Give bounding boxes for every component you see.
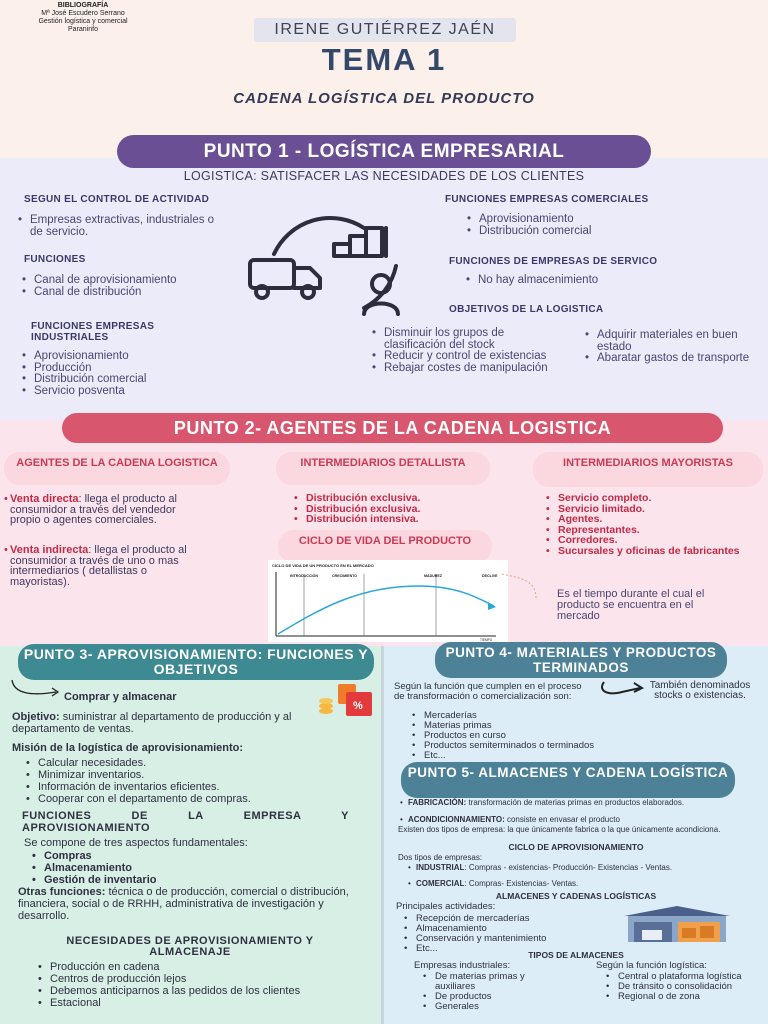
funciones-intro: Se compone de tres aspectos fundamentales: xyxy=(24,837,248,849)
segun-funcion-list xyxy=(606,972,746,1002)
percent-badge: % xyxy=(353,700,363,712)
page-subtitle: CADENA LOGÍSTICA DEL PRODUCTO xyxy=(233,90,535,107)
ciclo-note: Es el tiempo durante el cual el producto se encuentra en el mercado xyxy=(557,588,705,622)
author-name: IRENE GUTIÉRREZ JAÉN xyxy=(254,18,516,42)
list-item: • Minimizar inventarios. xyxy=(26,769,366,781)
list-item: • Regional o de zona xyxy=(606,992,746,1002)
list-item: • Corredores. xyxy=(546,535,758,546)
necesidades-list xyxy=(38,961,364,1009)
list-item: • Canal de distribución xyxy=(22,287,182,299)
list-item: • De tránsito o consolidación xyxy=(606,982,746,992)
punto4-note: También denominados stocks o existencias. xyxy=(649,680,751,701)
empresas-industriales: Empresas industriales: xyxy=(414,960,511,971)
list-item: • Central o plataforma logística xyxy=(606,972,746,982)
list-item: • Estacional xyxy=(38,997,364,1009)
objetivo xyxy=(12,711,340,735)
list-item: • Servicio completo. xyxy=(546,493,758,504)
bibliography-author: Mª José Escudero Serrano xyxy=(41,10,125,17)
agentes-label: AGENTES DE LA CADENA LOGISTICA xyxy=(4,452,230,485)
almacenes-heading: ALMACENES Y CADENAS LOGÍSTICAS xyxy=(495,891,657,901)
list-item: • Servicio limitado. xyxy=(546,504,758,515)
bullet: • xyxy=(408,863,411,872)
punto4-intro: Según la función que cumplen en el proceso de transformación o comercialización son: xyxy=(394,681,582,702)
list-item: • Materias primas xyxy=(412,721,692,731)
list-item: • Productos semiterminados o terminados xyxy=(412,741,692,751)
funciones-empresa-heading: FUNCIONES DE LA EMPRESA Y APROVISIONAMIENTO xyxy=(22,810,349,834)
list-item: • No hay almacenimiento xyxy=(466,275,686,287)
objetivo-text: suministrar al departamento de producción y al departamento de ventas. xyxy=(12,711,292,735)
objetivos-heading: OBJETIVOS DE LA LOGISTICA xyxy=(449,304,604,315)
punto1-subtitle: LOGISTICA: SATISFACER LAS NECESIDADES DE LOS CLIENTES xyxy=(183,169,585,183)
func-comerciales-heading: FUNCIONES EMPRESAS COMERCIALES xyxy=(445,194,649,205)
list-item: • Distribución comercial xyxy=(467,226,667,238)
x-axis-label: TIEMPO xyxy=(480,638,493,642)
control-list xyxy=(18,215,228,238)
func-servicio-heading: FUNCIONES DE EMPRESAS DE SERVICO xyxy=(449,256,658,267)
list-item: • Distribución exclusiva. xyxy=(294,493,494,504)
list-item: • Reducir y control de existencias xyxy=(372,351,564,363)
logistics-icon xyxy=(246,214,412,318)
list-item: • Aprovisionamiento xyxy=(467,214,667,226)
list-item: • Representantes. xyxy=(546,525,758,536)
list-item: • Mercaderías xyxy=(412,711,692,721)
funciones-aspectos-list xyxy=(32,850,332,886)
list-item: • Rebajar costes de manipulación xyxy=(372,363,564,375)
product-lifecycle-chart xyxy=(268,560,508,642)
tipos-almacenes-heading: TIPOS DE ALMACENES xyxy=(528,950,624,960)
bibliography-title: BIBLIOGRAFÍA xyxy=(57,2,109,9)
list-item: • Calcular necesidades. xyxy=(26,757,366,769)
venta-indirecta xyxy=(4,544,198,588)
otras-text: técnica o de producción, comercial o distribución, financiera, social o de RRHH, administrativa de investigación y desarrollo. xyxy=(18,886,349,922)
funciones-heading: FUNCIONES xyxy=(24,254,86,265)
venta-directa-text: : llega el producto al consumidor a través del vendedor propio o agentes comerciales. xyxy=(10,493,177,526)
venta-directa-label: Venta directa xyxy=(10,493,79,505)
actividades-list xyxy=(404,914,614,954)
punto4-title: PUNTO 4- MATERIALES Y PRODUCTOS TERMINADOS xyxy=(435,642,727,678)
principales-actividades: Principales actividades: xyxy=(396,901,496,912)
dashed-arrow-icon xyxy=(500,572,540,602)
list-item: • Gestión de inventario xyxy=(32,874,332,886)
list-item: • Disminuir los grupos de clasificación del stock xyxy=(372,328,564,351)
detallista-label: INTERMEDIARIOS DETALLISTA xyxy=(276,452,490,485)
venta-directa xyxy=(4,493,198,526)
list-item: • Información de inventarios eficientes. xyxy=(26,781,366,793)
func-servicio-list xyxy=(466,275,686,287)
warehouse-icon xyxy=(620,904,734,944)
divider xyxy=(381,646,384,1024)
list-item: • Abaratar gastos de transporte xyxy=(585,353,763,365)
necesidades-heading: NECESIDADES DE APROVISIONAMIENTO Y ALMACENAJE xyxy=(66,935,314,958)
stage-label: DECLIVE xyxy=(482,574,498,578)
detallista-list xyxy=(294,493,494,525)
list-item: • Productos en curso xyxy=(412,731,692,741)
list-item: • Debemos anticiparnos a las pedidos de los clientes xyxy=(38,985,364,997)
list-item: • Agentes. xyxy=(546,514,758,525)
bibliography-publisher: Paraninfo xyxy=(68,26,98,33)
list-item: • Recepción de mercaderías xyxy=(404,914,614,924)
objetivo-label: Objetivo: xyxy=(12,711,60,723)
list-item: • Canal de aprovisionamiento xyxy=(22,275,182,287)
list-item: • Etc... xyxy=(404,944,614,954)
list-item: • Generales xyxy=(423,1002,563,1012)
bibliography xyxy=(8,2,158,34)
list-item: • Aprovisionamiento xyxy=(22,351,222,363)
stage-label: CRECIMIENTO xyxy=(332,574,358,578)
funciones-list xyxy=(22,275,182,298)
industrial-ciclo xyxy=(408,863,756,872)
fabricacion xyxy=(400,798,720,807)
punto2-title: PUNTO 2- AGENTES DE LA CADENA LOGISTICA xyxy=(62,413,723,443)
venta-indirecta-label: Venta indirecta xyxy=(10,544,89,556)
comercial-label: COMERCIAL xyxy=(416,879,465,888)
stage-label: MADUREZ xyxy=(424,574,442,578)
dos-tipos-empresa: Existen dos tipos de empresa: la que únicamente fabrica o la que únicamente acondiciona. xyxy=(398,825,721,834)
list-item: • Centros de producción lejos xyxy=(38,973,364,985)
punto1-title: PUNTO 1 - LOGÍSTICA EMPRESARIAL xyxy=(117,135,651,168)
dos-tipos-empresas: Dos tipos de empresas: xyxy=(398,853,483,862)
mayoristas-list xyxy=(546,493,758,556)
fabricacion-text: transformación de materias primas en productos elaborados. xyxy=(466,798,685,807)
otras-funciones xyxy=(18,886,358,922)
curved-arrow-icon xyxy=(8,678,64,700)
comercial-text: : Compras- Existencias- Ventas. xyxy=(464,879,579,888)
punto4-list xyxy=(412,711,692,761)
bullet: • xyxy=(4,544,8,556)
acondicionamiento-label: ACONDICIONNAMIENTO: xyxy=(408,815,505,824)
control-heading: SEGUN EL CONTROL DE ACTIVIDAD xyxy=(24,194,210,205)
segun-funcion-logistica: Según la función logística: xyxy=(596,960,707,971)
chart-title: CICLO DE VIDA DE UN PRODUCTO EN EL MERCADO xyxy=(272,563,374,568)
func-comerciales-list xyxy=(467,214,667,237)
comprar-almacenar: Comprar y almacenar xyxy=(64,691,177,703)
mision-list xyxy=(26,757,366,805)
list-item: • Producción xyxy=(22,363,222,375)
list-item: • Producción en cadena xyxy=(38,961,364,973)
acondicionamiento-text: consiste en envasar el producto xyxy=(504,815,620,824)
venta-indirecta-text: : llega el producto al consumidor a través de uno o mas intermediarios ( detallistas o mayoristas). xyxy=(10,544,187,588)
list-item: • Distribución intensiva. xyxy=(294,514,494,525)
list-item: • De productos xyxy=(423,992,563,1002)
ciclo-label: CICLO DE VIDA DEL PRODUCTO xyxy=(278,530,492,563)
bullet: • xyxy=(408,879,411,888)
list-item: • Etc... xyxy=(412,751,692,761)
comercial-ciclo xyxy=(408,879,756,888)
industrial-label: INDUSTRIAL xyxy=(416,863,465,872)
list-item: • Almacenamiento xyxy=(404,924,614,934)
bullet: • xyxy=(400,815,403,824)
bullet: • xyxy=(400,798,403,807)
mision-heading: Misión de la logística de aprovisionamiento: xyxy=(12,742,244,754)
bullet: • xyxy=(4,493,8,505)
list-item: • Distribución exclusiva. xyxy=(294,504,494,515)
list-item: • Cooperar con el departamento de compras. xyxy=(26,793,366,805)
list-item: • Servicio posventa xyxy=(22,386,222,398)
punto3-title: PUNTO 3- APROVISIONAMIENTO: FUNCIONES Y OBJETIVOS xyxy=(18,644,374,680)
mayoristas-label: INTERMEDIARIOS MAYORISTAS xyxy=(533,452,763,487)
bibliography-book: Gestión logística y comercial xyxy=(38,18,128,25)
list-item: • Almacenamiento xyxy=(32,862,332,874)
objetivos-list-right xyxy=(585,330,763,365)
list-item: • Compras xyxy=(32,850,332,862)
acondicionamiento xyxy=(400,815,748,824)
empresas-industriales-list xyxy=(423,972,563,1012)
list-item: • Sucursales y oficinas de fabricantes xyxy=(546,546,758,557)
objetivos-list-left xyxy=(372,328,564,374)
list-item: • Empresas extractivas, industriales o de servicio. xyxy=(18,215,228,238)
list-item: • Adquirir materiales en buen estado xyxy=(585,330,763,353)
page-title: TEMA 1 xyxy=(321,42,447,77)
func-industriales-heading: FUNCIONES EMPRESAS INDUSTRIALES xyxy=(31,321,155,343)
list-item: • Conservación y mantenimiento xyxy=(404,934,614,944)
punto5-title: PUNTO 5- ALMACENES Y CADENA LOGÍSTICA xyxy=(401,762,735,798)
list-item: • De materias primas y auxiliares xyxy=(423,972,563,992)
fabricacion-label: FABRICACIÓN: xyxy=(408,798,467,807)
stage-label: INTRODUCCIÓN xyxy=(290,574,318,578)
list-item: • Distribución comercial xyxy=(22,374,222,386)
ciclo-aprovisionamiento-heading: CICLO DE APROVISIONAMIENTO xyxy=(508,842,644,852)
industrial-text: : Compras - existencias- Producción- Existencias - Ventas. xyxy=(464,863,673,872)
func-industriales-list xyxy=(22,351,222,397)
otras-label: Otras funciones: xyxy=(18,886,106,898)
arrow-icon xyxy=(596,678,646,698)
